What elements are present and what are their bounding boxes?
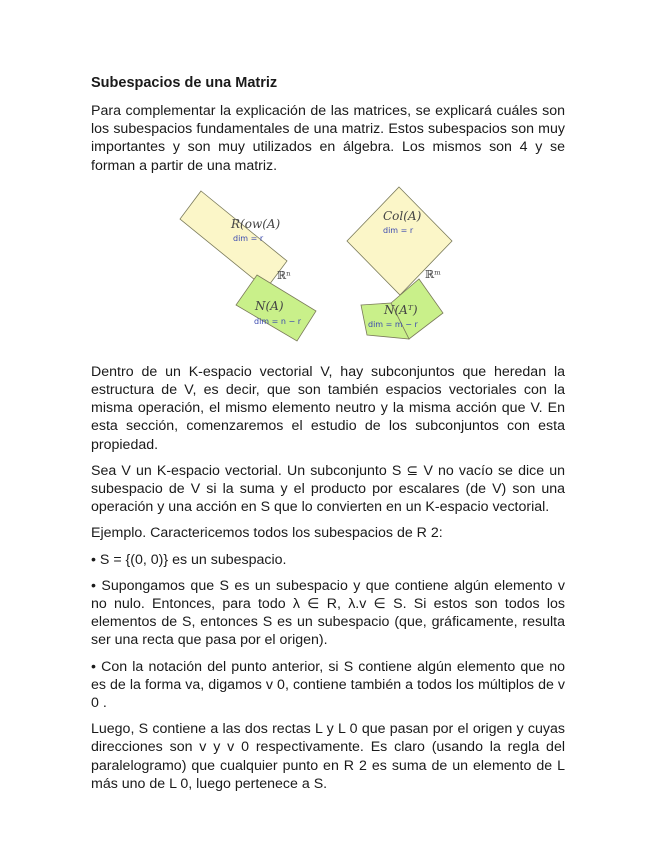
left-null-space-label: N(Aᵀ) <box>384 302 418 317</box>
rm-label: ℝᵐ <box>425 267 441 281</box>
rn-label: ℝⁿ <box>277 268 291 282</box>
row-space-label: R(ow(A) <box>231 216 281 231</box>
intro-paragraph: Para complementar la explicación de las matrices, se explicará cuáles son los subespacios fundamentales de una matriz. Estos subespacios son muy importantes y son muy utilizados en álgebra. Los mismos son 4 y se forman a partir de una matriz. <box>91 103 565 174</box>
paragraph-example: Ejemplo. Caractericemos todos los subespacios de R 2: <box>91 525 443 542</box>
bullet-multiples: • Con la notación del punto anterior, si S contiene algún elemento que no es de la forma va, digamos v 0, contiene también a todos los múltiplos de v 0 . <box>91 658 565 712</box>
section-title: Subespacios de una Matriz <box>91 75 278 91</box>
subspaces-diagram <box>91 183 565 353</box>
bullet-line-subspace: • Supongamos que S es un subespacio y que contiene algún elemento v no nulo. Entonces, para todo λ ∈ R, λ.v ∈ S. Si estos son todos los elementos de S, entonces S es un subespacio (que, gráficamente, resulta ser una recta que pasa por el origen). <box>91 577 565 649</box>
col-dim-label: dim = r <box>383 225 414 235</box>
paragraph-definition: Sea V un K-espacio vectorial. Un subconjunto S ⊆ V no vacío se dice un subespacio de V si la suma y el producto por escalares (de V) son una operación y una acción en S que lo convierten en un K-espacio vectorial. <box>91 462 565 516</box>
row-dim-label: dim = r <box>233 233 264 243</box>
col-space-label: Col(A) <box>383 208 422 223</box>
null-space-label: N(A) <box>255 298 284 313</box>
document-page <box>91 74 565 801</box>
null-dim-label: dim = n − r <box>254 316 302 326</box>
subspaces-figure <box>91 183 565 353</box>
left-null-dim-label: dim = m − r <box>368 319 418 329</box>
bullet-zero-subspace: • S = {(0, 0)} es un subespacio. <box>91 551 287 568</box>
paragraph-vector-space: Dentro de un K-espacio vectorial V, hay subconjuntos que heredan la estructura de V, es decir, que son también espacios vectoriales con la misma operación, el mismo elemento neutro y la misma acción que V. En esta sección, comenzaremos el estudio de los subconjuntos con esta propiedad. <box>91 363 565 453</box>
paragraph-conclusion: Luego, S contiene a las dos rectas L y L 0 que pasan por el origen y cuyas direcciones son v y v 0 respectivamente. Es claro (usando la regla del paralelogramo) que cualquier punto en R 2 es suma de un elemento de L más uno de L 0, luego pertenece a S. <box>91 721 565 792</box>
